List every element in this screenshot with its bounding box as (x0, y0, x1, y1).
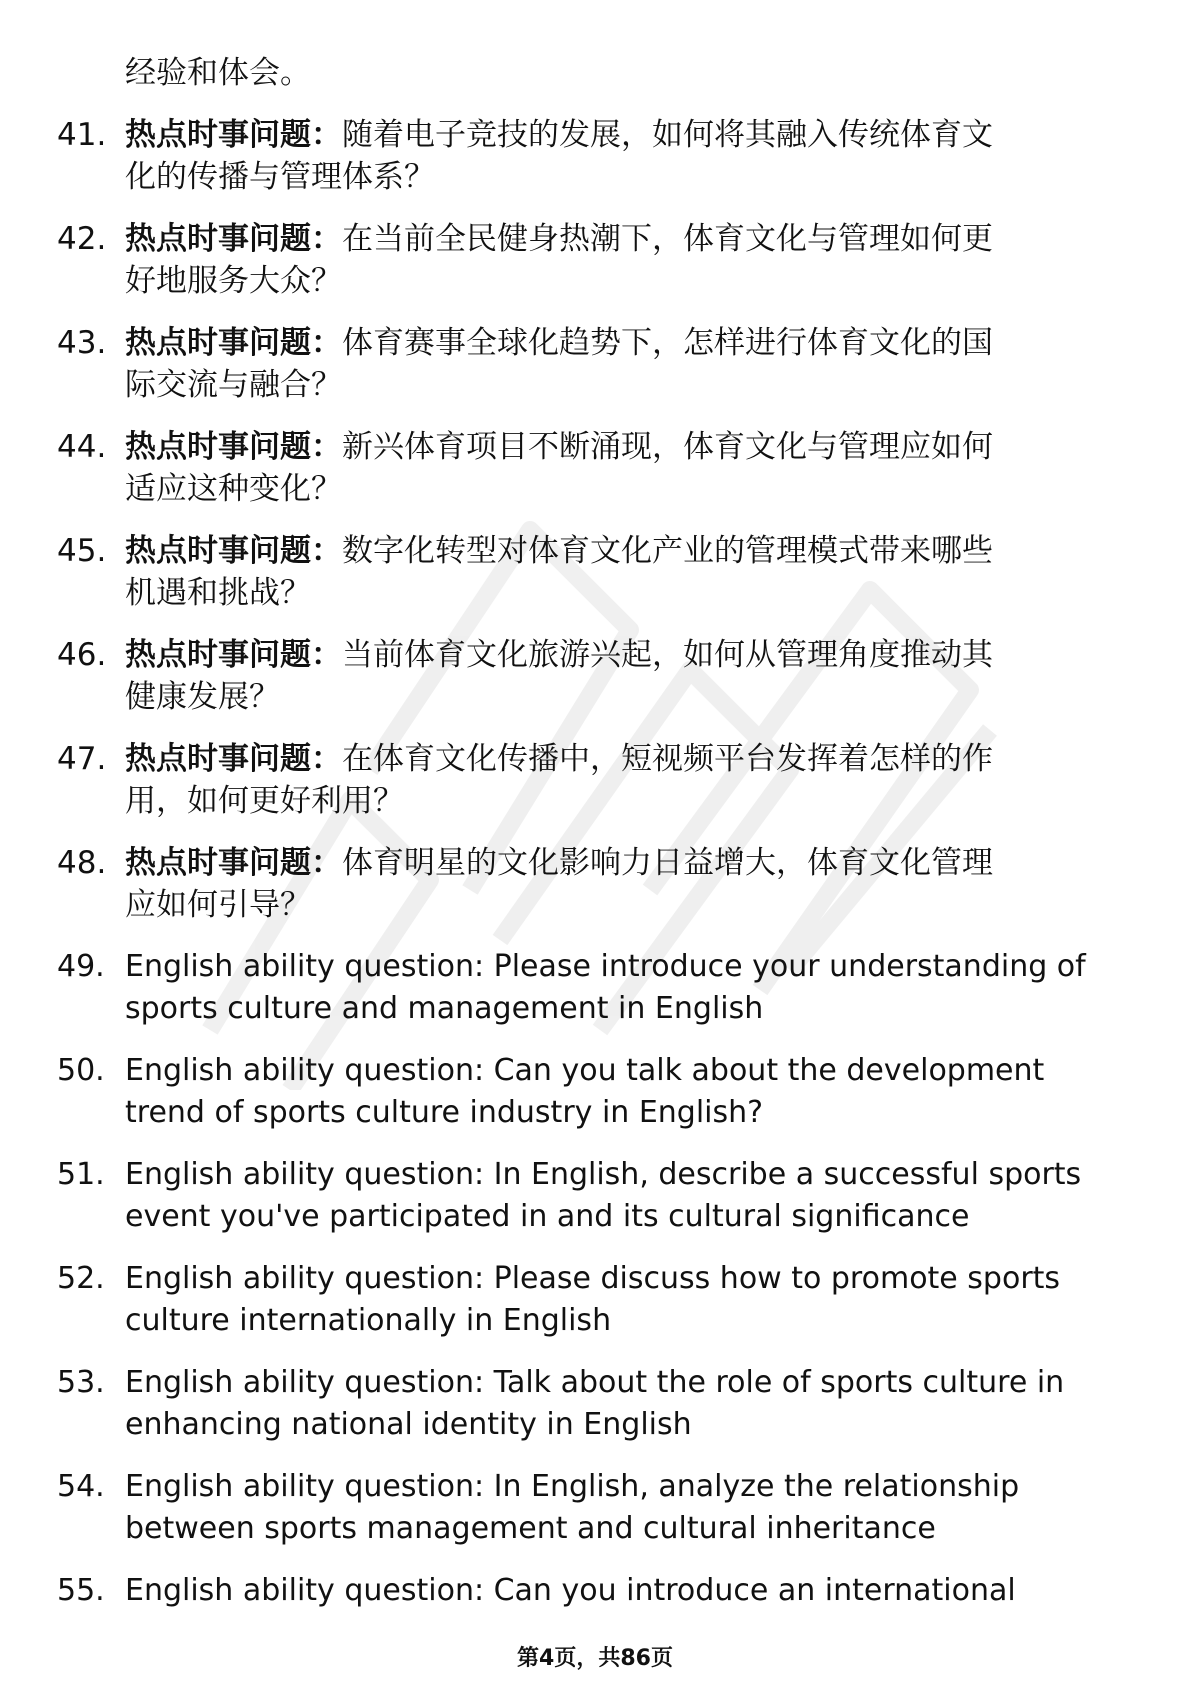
item-body-line2: 机遇和挑战？ (125, 575, 311, 611)
item-body-line2: 际交流与融合？ (125, 367, 342, 403)
item-label: 热点时事问题： (125, 429, 342, 465)
item-body: 数字化转型对体育文化产业的管理模式带来哪些 (342, 533, 993, 569)
item-text (125, 1154, 1137, 1238)
item-number: 49. (57, 949, 105, 984)
item-body-line2: event you've participated in and its cultural significance (125, 1199, 970, 1234)
item-text (125, 1258, 1137, 1342)
item-body-line2: 健康发展？ (125, 679, 280, 715)
item-body-line2: trend of sports culture industry in English? (125, 1095, 764, 1130)
item-body: 新兴体育项目不断涌现，体育文化与管理应如何 (342, 429, 993, 465)
item-number: 46. (57, 637, 107, 673)
item-number: 43. (57, 325, 107, 361)
item-number: 44. (57, 429, 107, 465)
item-body: English ability question: Talk about the role of sports culture in (125, 1365, 1065, 1400)
item-text (125, 634, 1137, 718)
item-text (125, 946, 1137, 1030)
item-body-line2: enhancing national identity in English (125, 1407, 692, 1442)
item-label: 热点时事问题： (125, 533, 342, 569)
list-item (57, 218, 1137, 302)
item-number: 52. (57, 1261, 105, 1296)
item-text (125, 218, 1137, 302)
list-item (57, 426, 1137, 510)
item-number: 45. (57, 533, 107, 569)
item-text (125, 842, 1137, 926)
item-body: 在当前全民健身热潮下，体育文化与管理如何更 (342, 221, 993, 257)
continued-text: 经验和体会。 (125, 55, 311, 91)
item-body: 体育明星的文化影响力日益增大，体育文化管理 (342, 845, 993, 881)
item-label: 热点时事问题： (125, 741, 342, 777)
page-number-footer: 第4页，共86页 (517, 1646, 673, 1671)
item-text (125, 426, 1137, 510)
item-body-line2: 化的传播与管理体系？ (125, 159, 435, 195)
item-label: 热点时事问题： (125, 637, 342, 673)
item-body: 随着电子竞技的发展，如何将其融入传统体育文 (342, 117, 993, 153)
item-body-line2: 用，如何更好利用？ (125, 783, 404, 819)
item-text (125, 1466, 1137, 1550)
item-body-line2: sports culture and management in English (125, 991, 764, 1026)
item-body: English ability question: Can you introduce an international (125, 1573, 1016, 1608)
list-item (57, 634, 1137, 718)
item-label: 热点时事问题： (125, 845, 342, 881)
item-body-line2: culture internationally in English (125, 1303, 612, 1338)
list-item (57, 322, 1137, 406)
item-body: English ability question: In English, describe a successful sports (125, 1157, 1082, 1192)
item-body-line2: between sports management and cultural inheritance (125, 1511, 936, 1546)
list-item (57, 530, 1137, 614)
item-body-line2: 适应这种变化？ (125, 471, 342, 507)
item-text (125, 1570, 1137, 1612)
question-list (57, 52, 1137, 1632)
item-body: 当前体育文化旅游兴起，如何从管理角度推动其 (342, 637, 993, 673)
list-item (57, 946, 1137, 1030)
list-item (57, 738, 1137, 822)
item-number: 53. (57, 1365, 105, 1400)
list-item (57, 1466, 1137, 1550)
item-text (125, 114, 1137, 198)
list-item (57, 1362, 1137, 1446)
list-item (57, 1258, 1137, 1342)
item-number: 55. (57, 1573, 105, 1608)
item-number: 51. (57, 1157, 105, 1192)
item-body: 在体育文化传播中，短视频平台发挥着怎样的作 (342, 741, 993, 777)
item-number: 42. (57, 221, 107, 257)
item-label: 热点时事问题： (125, 325, 342, 361)
item-body: English ability question: In English, analyze the relationship (125, 1469, 1020, 1504)
list-item (57, 1050, 1137, 1134)
item-body: 体育赛事全球化趋势下，怎样进行体育文化的国 (342, 325, 993, 361)
item-body: English ability question: Can you talk about the development (125, 1053, 1045, 1088)
item-number: 47. (57, 741, 107, 777)
item-text (125, 530, 1137, 614)
item-number: 54. (57, 1469, 105, 1504)
item-number: 50. (57, 1053, 105, 1088)
list-item (57, 114, 1137, 198)
list-item (57, 1570, 1137, 1612)
item-text (125, 1050, 1137, 1134)
item-text (125, 1362, 1137, 1446)
list-item (57, 842, 1137, 926)
item-number: 41. (57, 117, 107, 153)
item-body: English ability question: Please discuss how to promote sports (125, 1261, 1061, 1296)
item-number: 48. (57, 845, 107, 881)
list-item (57, 1154, 1137, 1238)
item-text (125, 322, 1137, 406)
item-label: 热点时事问题： (125, 221, 342, 257)
item-body-line2: 好地服务大众？ (125, 263, 342, 299)
item-body-line2: 应如何引导？ (125, 887, 311, 923)
item-label: 热点时事问题： (125, 117, 342, 153)
item-body: English ability question: Please introduce your understanding of (125, 949, 1086, 984)
item-text (125, 738, 1137, 822)
